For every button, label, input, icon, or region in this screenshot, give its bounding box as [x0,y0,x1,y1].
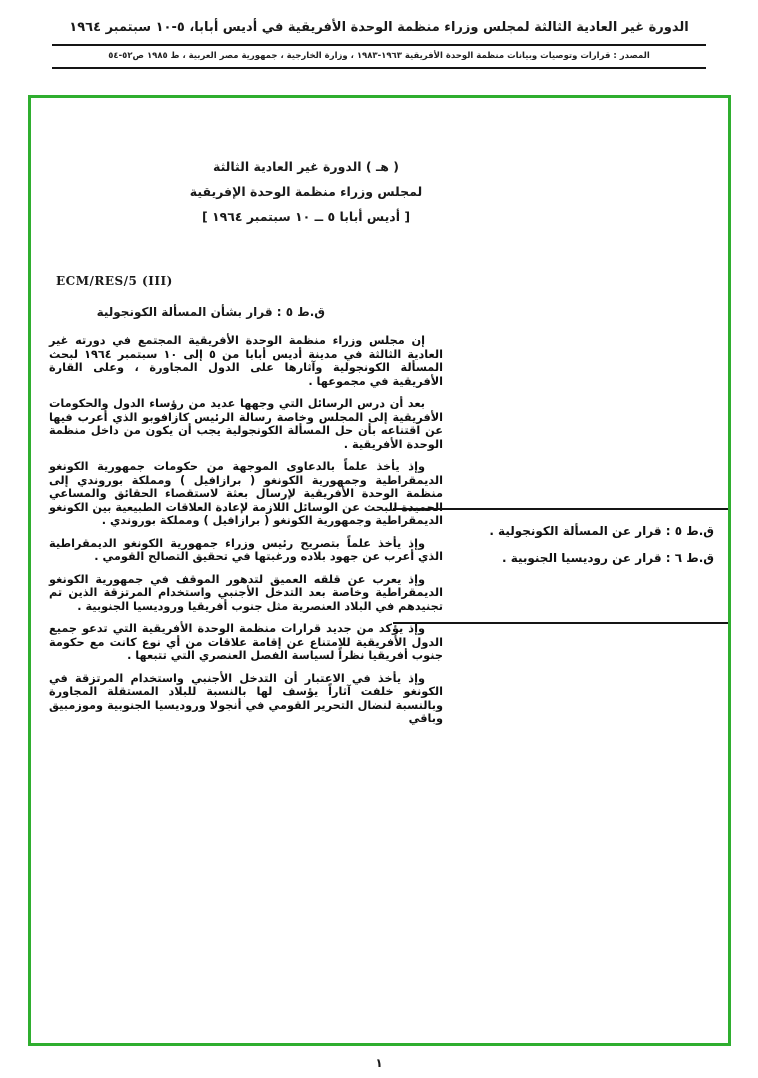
heading-line-1: ( هـ ) الدورة غير العادية الثالثة [212,159,399,174]
paragraph: إن مجلس وزراء منظمة الوحدة الأفريقية المجتمع في دورته غير العادية الثالثة في مدينة أديس أبابا من ٥ إلى ١٠ سبتمبر ١٩٦٤ لبحث المسألة الكونجولية وآثارها على الدول المجاورة ، وعلى القارة الأفريقية في مجموعها . [49,334,443,388]
paragraph: وإذ يأخذ علماً بالدعاوى الموجهة من حكومات جمهورية الكونغو الديمقراطية وجمهورية الكونغو ( برازافيل ) ومملكة بوروندي إلى منظمة الوحدة الأفريقية لإرسال بعثة لاستقصاء الحقائق والمساعي الحميدة للبحث عن الوسائل اللازمة لإعادة العلاقات الطبيعية بين الكونغو الديمقراطية وجمهورية الكونغو ( برازافيل ) ومملكة بوروندي . [49,460,443,527]
page-header [52,14,706,69]
paragraph: وإذ يأخذ في الاعتبار أن التدخل الأجنبي واستخدام المرتزقة في الكونغو خلفت آثاراً يؤسف لها بالنسبة للبلاد المستقلة المجاورة وبالنسبة لنضال التحرير القومي في أنجولا وروديسيا الجنوبية وموزمبيق وباقي [49,671,443,725]
document-frame [28,95,731,1046]
source-line: المصدر : قرارات وتوصيات وبيانات منظمة الوحدة الأفريقية ١٩٦٣-١٩٨٣ ، وزارة الخارجية ، جمهورية مصر العربية ، ط ١٩٨٥ ص٥٢-٥٤ [108,51,650,61]
paragraph: بعد أن درس الرسائل التي وجهها عديد من رؤساء الدول والحكومات الأفريقية إلى المجلس وخاصة رسالة الرئيس كازافوبو الذي أعرب فيها عن اقتناعه بأن حل المسألة الكونجولية يجب أن يكون من داخل منظمة الوحدة الأفريقية . [49,397,443,451]
paragraph: وإذ يعرب عن قلقه العميق لتدهور الموقف في جمهورية الكونغو الديمقراطية وخاصة بعد التدخل الأجنبي واستخدام المرتزقة الذين تم تجنيدهم في البلاد العنصرية مثل جنوب أفريقيا وروديسيا الجنوبية . [49,572,443,613]
paragraph: وإذ يأخذ علماً بتصريح رئيس وزراء جمهورية الكونغو الديمقراطية الذي أعرب عن جهود بلاده ورغبتها في تحقيق التصالح القومي . [49,536,443,563]
horizontal-rule-bottom [52,67,706,69]
margin-note-item: ق.ط ٥ : قرار عن المسألة الكونجولية . [489,524,714,538]
resolution-title: ق.ط ٥ : قرار بشأن المسألة الكونجولية [96,305,325,319]
page-number: ١ [375,1056,383,1070]
resolution-reference: ECM/RES/5 (III) [56,274,173,288]
margin-notes [393,508,728,624]
paragraph: وإذ يؤكد من جديد قرارات منظمة الوحدة الأفريقية التي تدعو جميع الدول الأفريقية للامتناع عن إقامة علاقات من أي نوع كانت مع حكومة جنوب أفريقيا نظراً لسياسة الفصل العنصري التي تتبعها . [49,622,443,662]
resolution-body [49,334,443,735]
header-title: الدورة غير العادية الثالثة لمجلس وزراء منظمة الوحدة الأفريقية في أديس أبابا، ٥-١٠ سبتمبر ١٩٦٤ [69,20,689,35]
heading-line-2: لمجلس وزراء منظمة الوحدة الإفريقية [189,184,423,199]
margin-note-item: ق.ط ٦ : قرار عن روديسيا الجنوبية . [501,551,714,565]
document-heading [116,154,496,229]
heading-line-3: [ أديس أبابا ٥ ــ ١٠ سبتمبر ١٩٦٤ ] [201,209,411,224]
